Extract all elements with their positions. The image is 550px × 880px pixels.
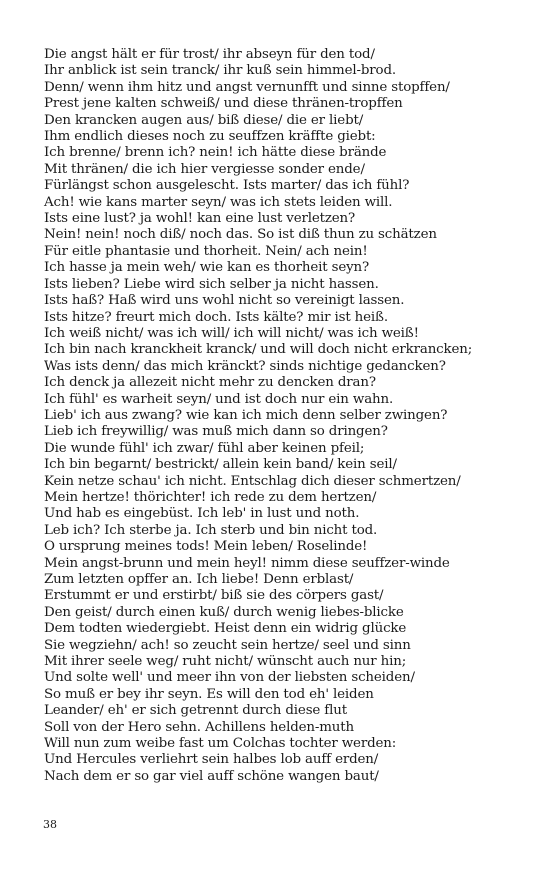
poem-line: Erstummt er und erstirbt/ biß sie des cörpers gast/ — [44, 588, 384, 604]
poem-text — [44, 47, 524, 785]
poem-line: Ich bin begarnt/ bestrickt/ allein kein band/ kein seil/ — [44, 457, 397, 473]
poem-line: Kein netze schau' ich nicht. Entschlag dich dieser schmertzen/ — [44, 473, 461, 489]
poem-line: Und Hercules verliehrt sein halbes lob auff erden/ — [44, 752, 379, 768]
poem-line: Leb ich? Ich sterbe ja. Ich sterb und bin nicht tod. — [44, 522, 378, 538]
poem-line: Die wunde fühl' ich zwar/ fühl aber keinen pfeil; — [44, 440, 365, 456]
poem-line: Ich fühl' es warheit seyn/ und ist doch nur ein wahn. — [44, 391, 394, 407]
poem-line: Ich brenne/ brenn ich? nein! ich hätte diese brände — [44, 145, 387, 161]
poem-line: Ich hasse ja mein weh/ wie kan es thorheit seyn? — [44, 260, 370, 276]
poem-line: Ists lieben? Liebe wird sich selber ja nicht hassen. — [44, 276, 379, 292]
poem-line: Soll von der Hero sehn. Achillens helden-muth — [44, 719, 354, 735]
poem-line: Den geist/ durch einen kuß/ durch wenig liebes-blicke — [44, 604, 404, 620]
poem-line: Ach! wie kans marter seyn/ was ich stets leiden will. — [44, 194, 393, 210]
poem-line: O ursprung meines tods! Mein leben/ Roselinde! — [44, 539, 368, 555]
poem-line: Nach dem er so gar viel auff schöne wangen baut/ — [44, 768, 379, 784]
page-number: 38 — [43, 818, 57, 831]
poem-line: Lieb ich freywillig/ was muß mich dann so dringen? — [44, 424, 388, 440]
poem-line: Die angst hält er für trost/ ihr abseyn für den tod/ — [44, 47, 375, 62]
poem-line: So muß er bey ihr seyn. Es will den tod eh' leiden — [44, 686, 374, 702]
poem-line: Ihm endlich dieses noch zu seuffzen kräffte giebt: — [44, 129, 376, 145]
poem-line: Lieb' ich aus zwang? wie kan ich mich denn selber zwingen? — [44, 407, 448, 423]
poem-line: Denn/ wenn ihm hitz und angst vernunfft und sinne stopffen/ — [44, 79, 450, 95]
poem-line: Ich bin nach kranckheit kranck/ und will doch nicht erkrancken; — [44, 342, 473, 358]
poem-line: Ich denck ja allezeit nicht mehr zu dencken dran? — [44, 375, 376, 391]
poem-line: Ists haß? Haß wird uns wohl nicht so vereinigt lassen. — [44, 293, 405, 309]
poem-line: Zum letzten opffer an. Ich liebe! Denn erblast/ — [44, 572, 354, 587]
poem-line: Mein hertze! thörichter! ich rede zu dem hertzen/ — [44, 489, 377, 505]
poem-line: Dem todten wiedergiebt. Heist denn ein widrig glücke — [44, 621, 407, 637]
poem-line: Und hab es eingebüst. Ich leb' in lust und noth. — [44, 506, 360, 522]
poem-line: Mein angst-brunn und mein heyl! nimm diese seuffzer-winde — [44, 555, 450, 571]
poem-line: Mit ihrer seele weg/ ruht nicht/ wünscht auch nur hin; — [44, 654, 407, 670]
poem-line: Ihr anblick ist sein tranck/ ihr kuß sein himmel-brod. — [44, 63, 396, 79]
poem-line: Ists eine lust? ja wohl! kan eine lust verletzen? — [44, 211, 356, 227]
poem-line: Und solte well' und meer ihn von der liebsten scheiden/ — [44, 670, 415, 686]
poem-line: Was ists denn/ das mich kränckt? sinds nichtige gedancken? — [44, 358, 446, 374]
poem-line: Prest jene kalten schweiß/ und diese thränen-tropffen — [44, 96, 403, 112]
poem-line: Nein! nein! noch diß/ noch das. So ist diß thun zu schätzen — [44, 227, 437, 243]
poem-line: Leander/ eh' er sich getrennt durch diese flut — [44, 703, 347, 719]
poem-line: Will nun zum weibe fast um Colchas tochter werden: — [44, 736, 397, 752]
poem-line: Den krancken augen aus/ biß diese/ die er liebt/ — [44, 112, 364, 128]
poem-line: Ists hitze? freurt mich doch. Ists kälte? mir ist heiß. — [44, 309, 388, 325]
poem-line: Für eitle phantasie und thorheit. Nein/ ach nein! — [44, 243, 368, 259]
poem-line: Mit thränen/ die ich hier vergiesse sonder ende/ — [44, 161, 365, 177]
poem-line: Fürlängst schon ausgelescht. Ists marter/ das ich fühl? — [44, 178, 410, 194]
poem-line: Ich weiß nicht/ was ich will/ ich will nicht/ was ich weiß! — [44, 325, 419, 341]
poem-line: Sie wegziehn/ ach! so zeucht sein hertze/ seel und sinn — [44, 637, 411, 653]
